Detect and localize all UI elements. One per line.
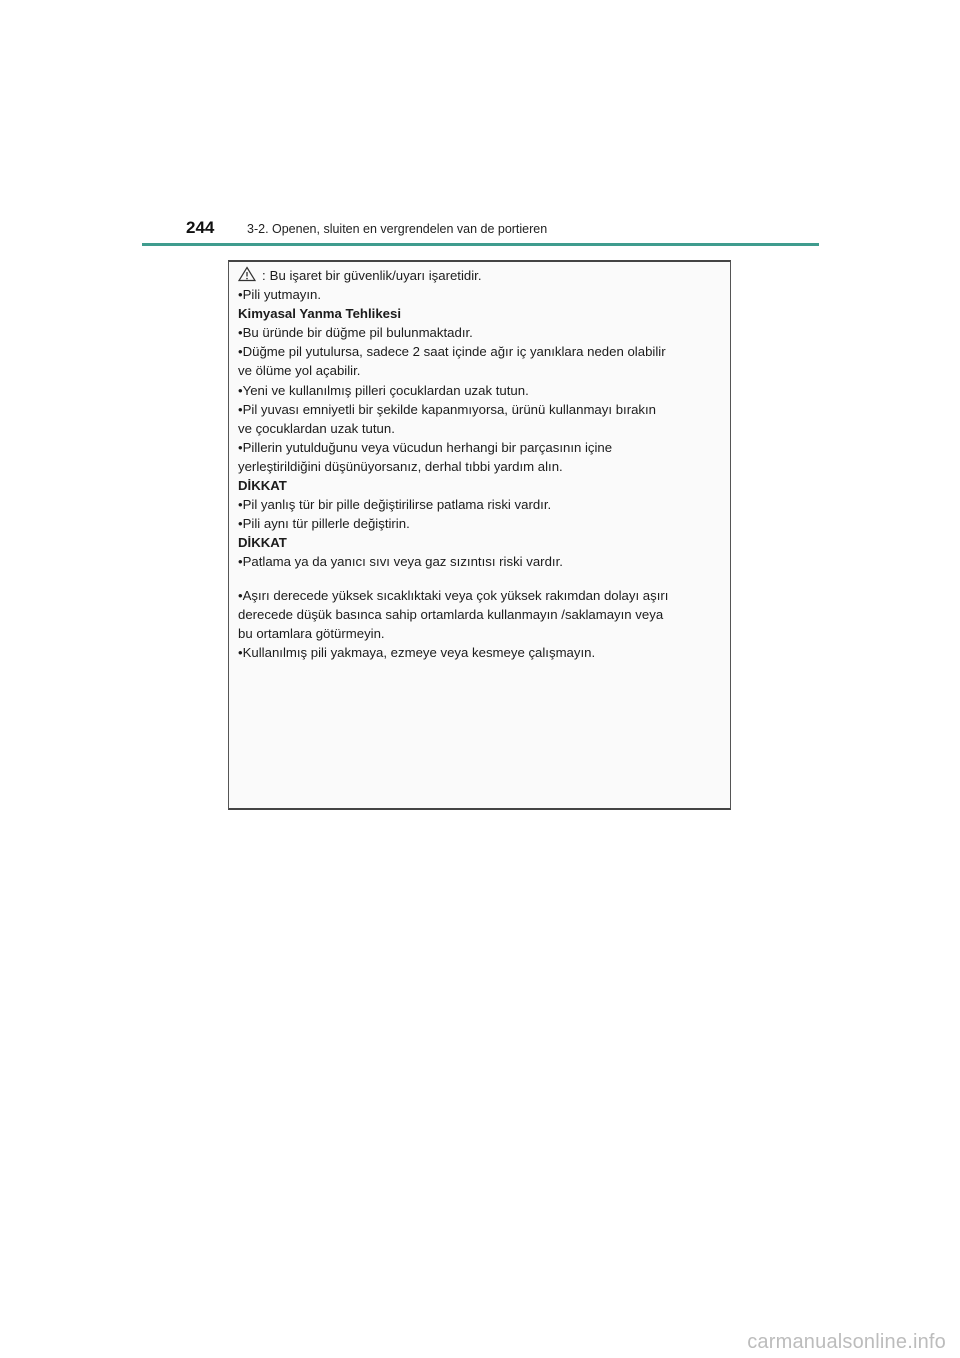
warning-heading: Kimyasal Yanma Tehlikesi — [238, 306, 401, 322]
warning-line: •Yeni ve kullanılmış pilleri çocuklardan uzak tutun. — [238, 382, 529, 398]
warning-line: •Pil yuvası emniyetli bir şekilde kapanmıyorsa, ürünü kullanmayı bırakın — [238, 401, 657, 417]
warning-line: •Pili aynı tür pillerle değiştirin. — [238, 516, 410, 532]
warning-line: ve ölüme yol açabilir. — [238, 363, 361, 379]
warning-line: •Pili yutmayın. — [238, 287, 322, 303]
header-divider — [142, 243, 819, 246]
warning-sign-text: Bu işaret bir güvenlik/uyarı işaretidir. — [269, 268, 482, 283]
warning-triangle-icon — [238, 266, 256, 282]
warning-line-0 — [238, 266, 722, 285]
warning-line: yerleştirildiğini düşünüyorsanız, derhal tıbbi yardım alın. — [238, 458, 563, 474]
scanned-warning-box — [228, 260, 731, 810]
warning-line: •Patlama ya da yanıcı sıvı veya gaz sızıntısı riski vardır. — [238, 554, 563, 570]
warning-line: •Pillerin yutulduğunu veya vücudun herhangi bir parçasının içine — [238, 439, 613, 455]
watermark-text: carmanualsonline.info — [747, 1331, 946, 1353]
warning-line: ve çocuklardan uzak tutun. — [238, 420, 395, 436]
warning-line: •Kullanılmış pili yakmaya, ezmeye veya kesmeye çalışmayın. — [238, 644, 596, 660]
paragraph-gap — [238, 572, 722, 586]
warning-text-block — [238, 266, 722, 662]
warning-prefix: : — [262, 268, 266, 283]
warning-line: •Bu üründe bir düğme pil bulunmaktadır. — [238, 325, 473, 341]
caution-heading: DİKKAT — [238, 478, 287, 494]
caution-heading: DİKKAT — [238, 535, 287, 551]
warning-line: bu ortamlara götürmeyin. — [238, 625, 385, 641]
warning-line: •Düğme pil yutulursa, sadece 2 saat içinde ağır iç yanıklara neden olabilir — [238, 344, 666, 360]
page-number: 244 — [186, 218, 215, 237]
warning-line: derecede düşük basınca sahip ortamlarda kullanmayın /saklamayın veya — [238, 606, 664, 622]
warning-line: •Pil yanlış tür bir pille değiştirilirse patlama riski vardır. — [238, 497, 552, 513]
warning-line: •Aşırı derecede yüksek sıcaklıktaki veya çok yüksek rakımdan dolayı aşırı — [238, 587, 669, 603]
section-title: 3-2. Openen, sluiten en vergrendelen van de portieren — [247, 222, 548, 236]
